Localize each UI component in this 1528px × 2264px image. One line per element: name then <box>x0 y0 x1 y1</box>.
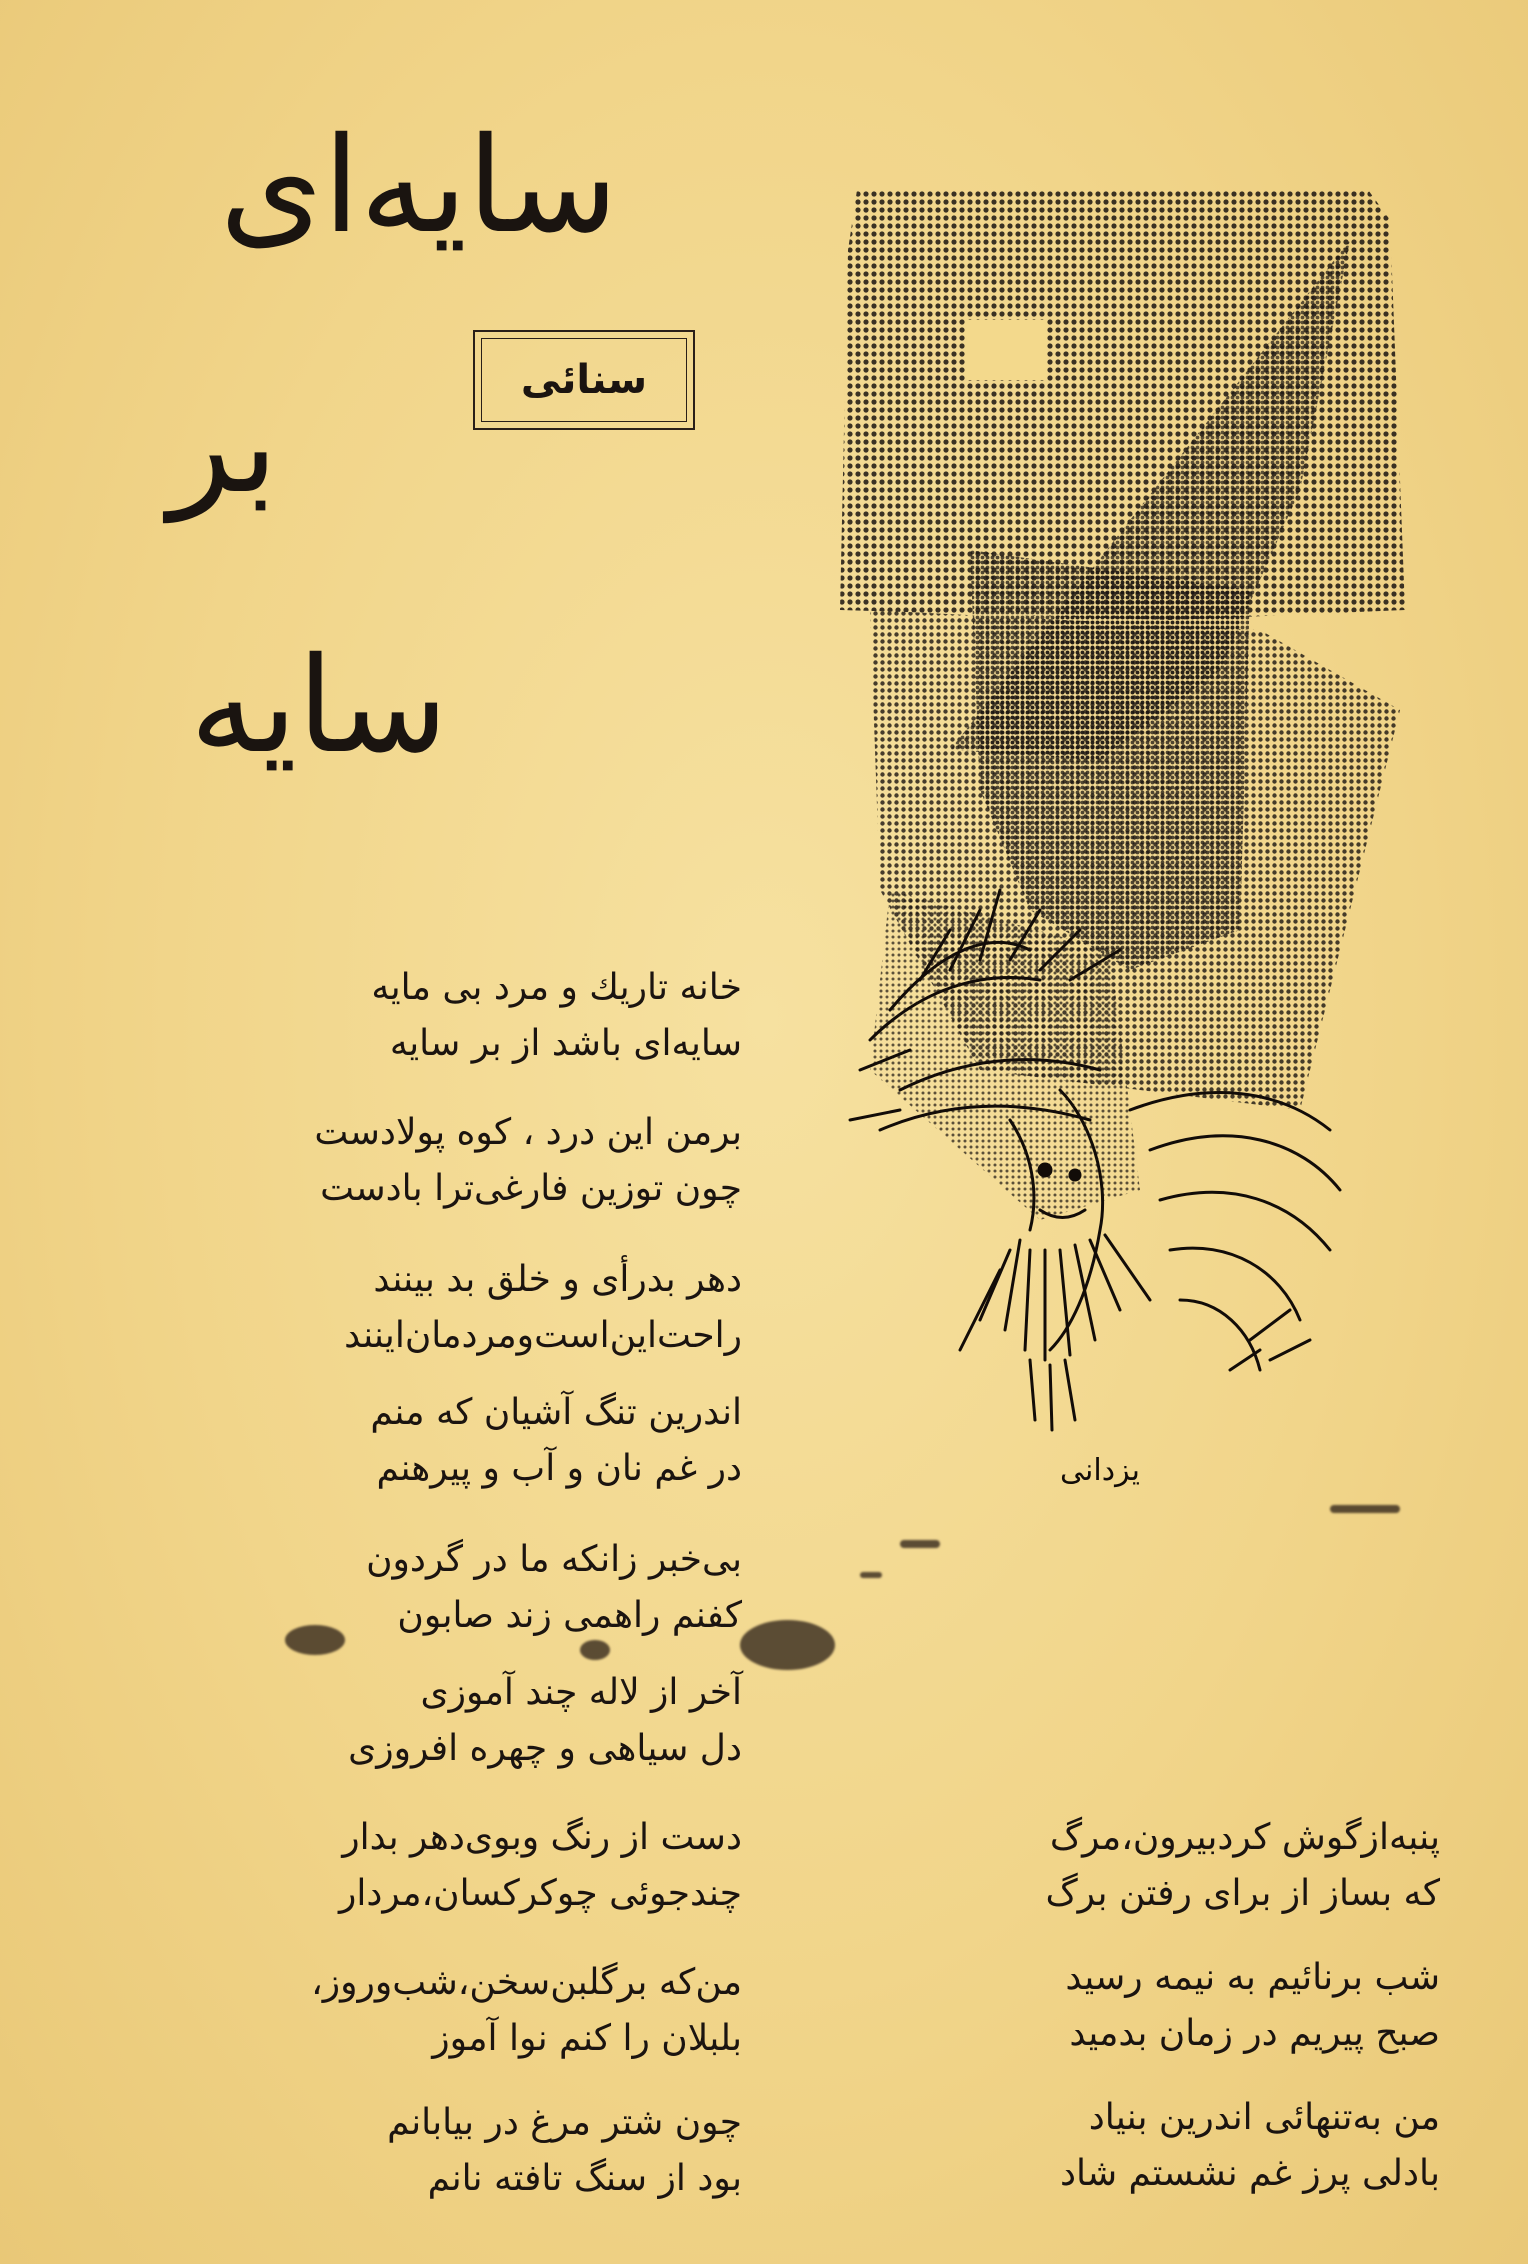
verse-line: پنبه‌ازگوش کردبیرون،مرگ <box>1049 1817 1440 1858</box>
verse-line: دست از رنگ وبوی‌دهر بدار <box>342 1817 742 1858</box>
stanza <box>339 1810 742 1922</box>
title-word-2: بر <box>168 369 278 523</box>
verse-line: چندجوئی چوکرکسان،مردار <box>338 1873 742 1914</box>
stanza <box>1045 1810 1440 1922</box>
verse-line: بادلی پرز غم نشستم شاد <box>1059 2153 1440 2194</box>
title-word-1: سایه‌ای <box>219 109 618 263</box>
verse-line: برمن این درد ، کوه پولادست <box>314 1112 742 1153</box>
stanza <box>387 2095 742 2207</box>
verse-line: من به‌تنهائی اندرین بنیاد <box>1088 2097 1440 2138</box>
verse-line: کفنم راهمی زند صابون <box>397 1595 742 1636</box>
verse-line: شب برنائیم به نیمه رسید <box>1065 1957 1440 1998</box>
ink-stain <box>1330 1505 1400 1513</box>
stanza <box>366 1532 742 1644</box>
stanza <box>348 1665 742 1777</box>
stanza <box>311 1955 742 2067</box>
verse-line: من‌که برگلبن‌سخن،شب‌وروز، <box>311 1962 742 2003</box>
verse-line: دل سیاهی و چهره افروزی <box>348 1728 742 1769</box>
verse-line: صبح پیریم در زمان بدمید <box>1069 2013 1440 2054</box>
author-box <box>473 330 695 430</box>
verse-line: دهر بدرأی و خلق بد بینند <box>373 1259 742 1300</box>
verse-line: راحت‌این‌است‌ومردمان‌اینند <box>344 1315 742 1356</box>
stanza <box>371 960 742 1072</box>
verse-line: بلبلان را کنم نوا آموز <box>432 2018 742 2059</box>
halftone-window <box>965 320 1047 380</box>
verse-line: آخر از لاله چند آموزی <box>420 1672 742 1713</box>
author-name: سنائی <box>520 357 648 403</box>
verse-line: اندرین تنگ آشیان که منم <box>370 1392 742 1433</box>
verse-line: چون توزین فارغی‌ترا بادست <box>320 1168 742 1209</box>
stanza <box>314 1105 742 1217</box>
stanza <box>370 1385 742 1497</box>
verse-line: بود از سنگ تافته نانم <box>427 2158 742 2199</box>
ink-stain <box>900 1540 940 1548</box>
stanza <box>344 1252 742 1364</box>
illustration-signature: یزدانی <box>1060 1453 1140 1488</box>
verse-line: بی‌خبر زانکه ما در گردون <box>366 1539 742 1580</box>
ink-stain <box>860 1572 882 1578</box>
verse-line: خانه تاریك و مرد بی مایه <box>371 967 742 1008</box>
ink-stain <box>740 1620 835 1670</box>
verse-line: که بساز از برای رفتن برگ <box>1045 1873 1440 1914</box>
verse-line: در غم نان و آب و پیرهنم <box>376 1448 742 1489</box>
stanza <box>1065 1950 1440 2062</box>
stanza <box>1060 2090 1440 2202</box>
verse-line: چون شتر مرغ در بیابانم <box>387 2102 742 2143</box>
ink-stain <box>285 1625 345 1655</box>
halftone-illustration <box>830 190 1450 1570</box>
title-word-3: سایه <box>189 629 448 783</box>
verse-line: سایه‌ای باشد از بر سایه <box>389 1023 742 1064</box>
